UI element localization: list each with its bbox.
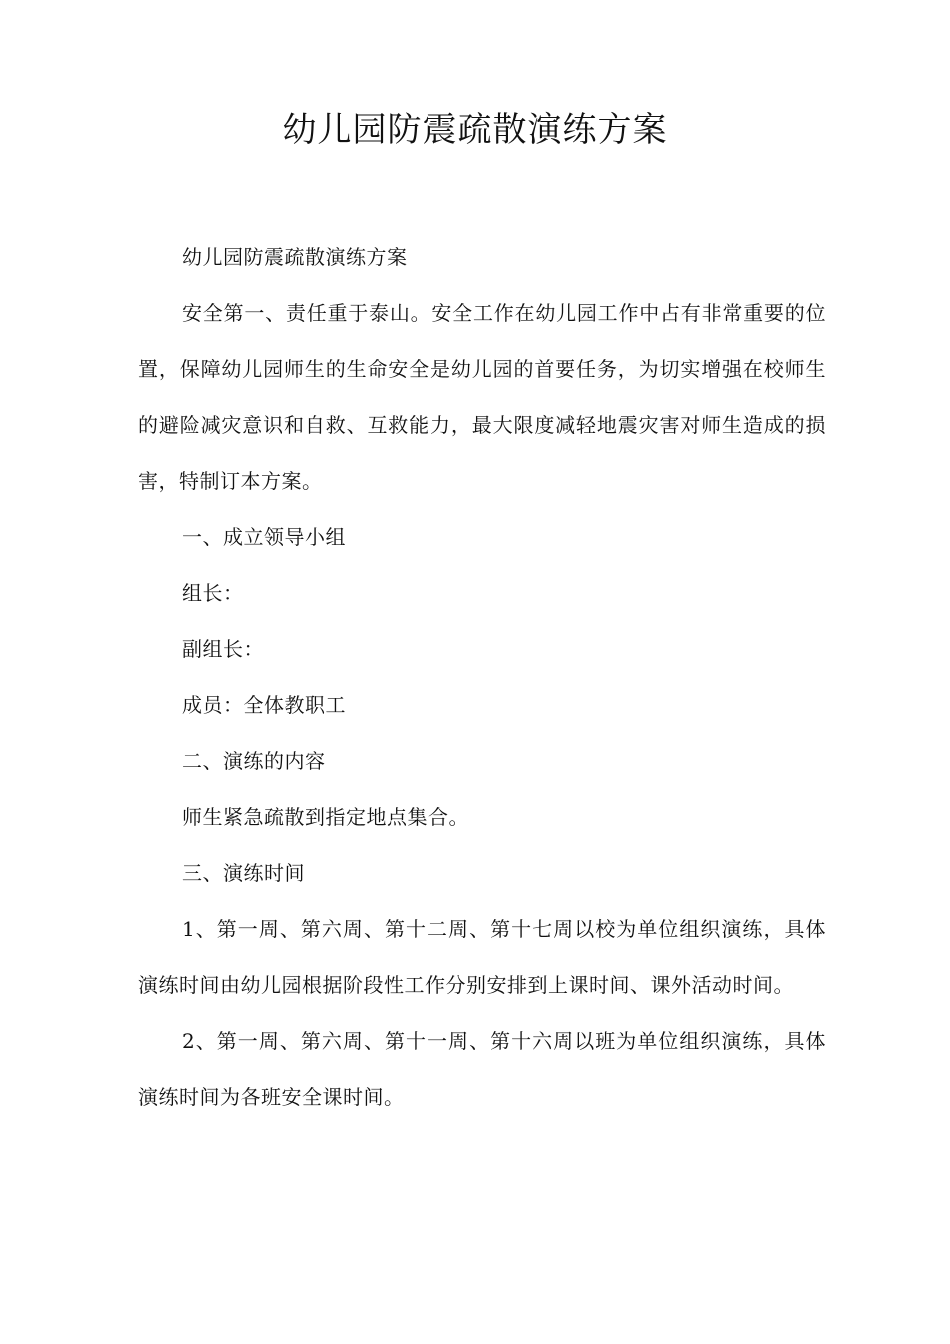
paragraph-content: 师生紧急疏散到指定地点集合。 (182, 805, 469, 829)
document-title: 幼儿园防震疏散演练方案 (282, 110, 668, 150)
paragraph-intro: 安全第一、责任重于泰山。安全工作在幼儿园工作中占有非常重要的位置，保障幼儿园师生的生命安全是幼儿园的首要任务，为切实增强在校师生的避险减灾意识和自救、互救能力，最大限度减轻地震灾害对师生造成的损害，特制订本方案。 (138, 301, 826, 493)
paragraph-members: 成员：全体教职工 (182, 693, 346, 717)
document-body (138, 229, 826, 1125)
section-heading-time: 三、演练时间 (182, 861, 305, 885)
paragraph-group-leader: 组长： (182, 581, 244, 605)
paragraph-time-item-1: 1、第一周、第六周、第十二周、第十七周以校为单位组织演练，具体演练时间由幼儿园根据阶段性工作分别安排到上课时间、课外活动时间。 (138, 917, 826, 997)
paragraph-time-item-2: 2、第一周、第六周、第十一周、第十六周以班为单位组织演练，具体演练时间为各班安全课时间。 (138, 1029, 826, 1109)
paragraph-deputy-leader: 副组长： (182, 637, 264, 661)
paragraph-subtitle: 幼儿园防震疏散演练方案 (182, 245, 408, 269)
section-heading-leadership: 一、成立领导小组 (182, 525, 346, 549)
section-heading-content: 二、演练的内容 (182, 749, 326, 773)
